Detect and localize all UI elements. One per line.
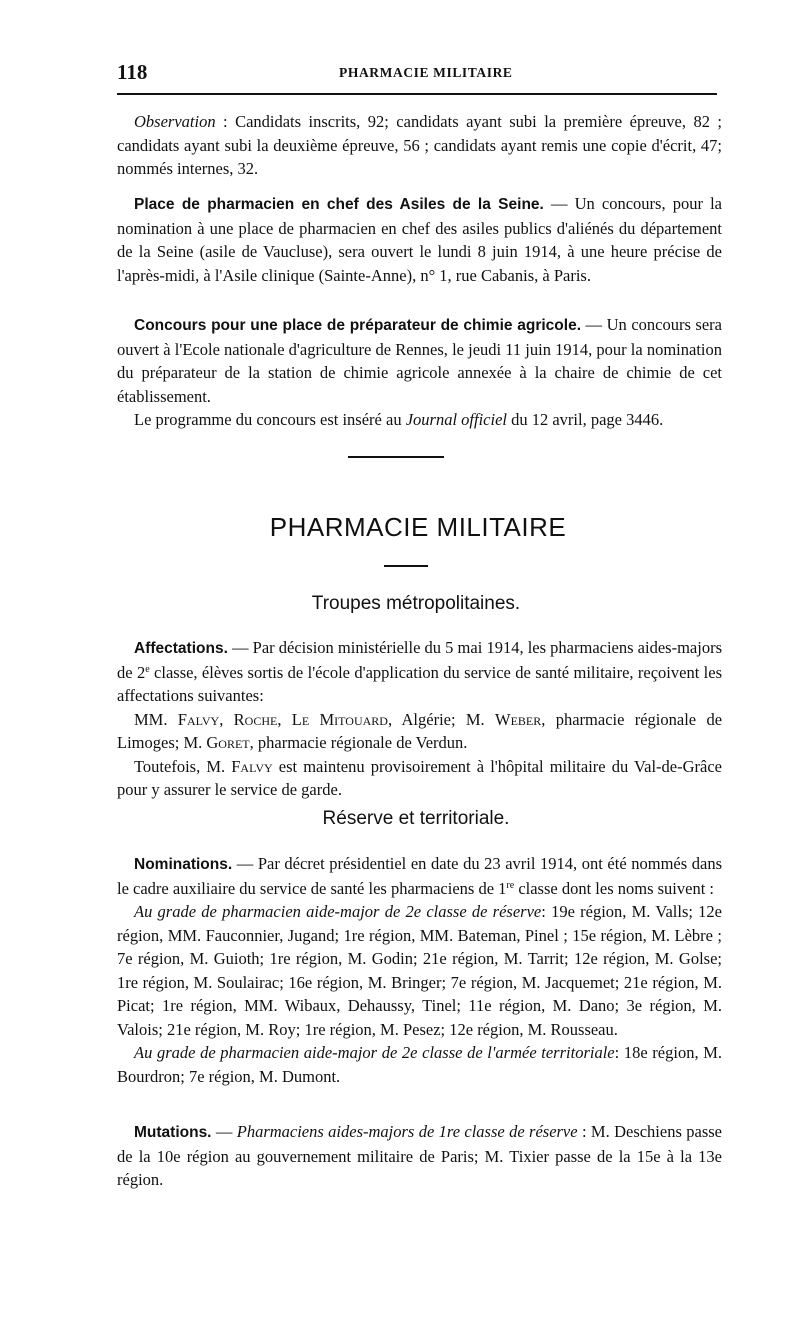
troupes-title: Troupes métropolitaines.: [311, 593, 521, 614]
title-rule: [384, 565, 428, 567]
main-section-title: PHARMACIE MILITAIRE: [269, 512, 567, 542]
section-divider: [348, 456, 444, 458]
toutefois-paragraph: Toutefois, M. Falvy est maintenu provisoirement à l'hôpital militaire du Val-de-Grâce pour y assurer le service de garde.: [117, 756, 722, 799]
asiles-paragraph: [117, 192, 722, 287]
affectations-heading: Affectations.: [134, 640, 228, 657]
header-rule: [117, 93, 717, 95]
reserve-title: Réserve et territoriale.: [322, 808, 510, 829]
journal-officiel: Journal officiel: [405, 410, 507, 429]
reserve-list: Au grade de pharmacien aide-major de 2e classe de réserve: 19e région, M. Valls; 12e région, MM. Fauconnier, Jugand; 1re région, MM. Bateman, Pinel ; 15e région, M. Lèbre ; 7e région, M. Guioth; 1re région, M. Godin; 21e région, M. Tarrit; 12e région, M. Golse; 1re région, M. Soulairac; 16e région, M. Bringer; 7e région, M. Jacquemet; 21e région, M. Picat; 1re région, MM. Wibaux, Dehaussy, Tinel; 11e région, M. Dano; 3e région, M. Valois; 21e région, M. Roy; 1re région, M. Pesez; 12e région, M. Rousseau.: [117, 902, 723, 1039]
chimie-heading: Concours pour une place de préparateur de chimie agricole.: [134, 317, 581, 334]
mutations-heading: Mutations.: [134, 1124, 212, 1141]
observation-paragraph: [117, 110, 722, 181]
nominations-heading: Nominations.: [134, 856, 233, 873]
affectations-paragraph: Affectations. — Par décision ministérielle du 5 mai 1914, les pharmaciens aides-majors de 2e classe, élèves sortis de l'école d'application du service de santé militaire, reçoivent les affectations suivantes: MM. Falvy, Roche, Le Mitouard, Algérie; M. Weber, pharmacie régionale de Limoges; M. Goret, pharmacie régionale de Verdun. Toutefois, M. Falvy est maintenu provisoirement à l'hôpital militaire du Val-de-Grâce pour y assurer le service de garde.: [117, 636, 722, 802]
observation-text: : Candidats inscrits, 92; candidats ayant subi la première épreuve, 82 ; candidats ayant subi la deuxième épreuve, 56 ; candidats ayant remis une copie d'écrit, 47; nommés internes, 32.: [117, 112, 722, 178]
affectations-names: MM. Falvy, Roche, Le Mitouard, Algérie; M. Weber, pharmacie régionale de Limoges; M. Goret, pharmacie régionale de Verdun.: [117, 709, 723, 752]
mutations-paragraph: Mutations. — Pharmaciens aides-majors de 1re classe de réserve : M. Deschiens passe de la 10e région au gouvernement militaire de Paris; M. Tixier passe de la 15e à la 13e région.: [117, 1122, 722, 1189]
chimie-paragraph: [117, 313, 722, 432]
page-number: 118: [117, 60, 148, 84]
running-head: [117, 60, 717, 86]
programme-line: Le programme du concours est inséré au Journal officiel du 12 avril, page 3446.: [134, 410, 664, 429]
running-title: PHARMACIE MILITAIRE: [339, 65, 513, 80]
territoriale-list: Au grade de pharmacien aide-major de 2e classe de l'armée territoriale: 18e région, M. Bourdron; 7e région, M. Dumont.: [117, 1043, 722, 1086]
observation-label: Observation: [134, 112, 216, 131]
nominations-paragraph: Nominations. — Par décret présidentiel en date du 23 avril 1914, ont été nommés dans le cadre auxiliaire du service de santé les pharmaciens de 1re classe dont les noms suivent : Au grade de pharmacien aide-major de 2e classe de réserve: 19e région, M. Valls; 12e région, MM. Fauconnier, Jugand; 1re région, MM. Bateman, Pinel ; 15e région, M. Lèbre ; 7e région, M. Guioth; 1re région, M. Godin; 21e région, M. Tarrit; 12e région, M. Golse; 1re région, M. Soulairac; 16e région, M. Bringer; 7e région, M. Jacquemet; 21e région, M. Picat; 1re région, MM. Wibaux, Dehaussy, Tinel; 11e région, M. Dano; 3e région, M. Valois; 21e région, M. Roy; 1re région, M. Pesez; 12e région, M. Rousseau. Au grade de pharmacien aide-major de 2e classe de l'armée territoriale: 18e région, M. Bourdron; 7e région, M. Dumont.: [117, 852, 722, 1088]
asiles-text: — Un concours, pour la nomination à une place de pharmacien en chef des asiles publics d'aliénés du département de la Seine (asile de Vaucluse), sera ouvert le lundi 8 juin 1914, à une heure précise de l'après-midi, à l'Asile clinique (Sainte-Anne), n° 1, rue Cabanis, à Paris.: [117, 194, 722, 285]
asiles-heading: Place de pharmacien en chef des Asiles de la Seine.: [134, 196, 544, 213]
chimie-text: — Un concours sera ouvert à l'Ecole nationale d'agriculture de Rennes, le jeudi 11 juin 1914, pour la nomination du préparateur de la station de chimie agricole annexée à la chaire de chimie de cet établissement.: [117, 315, 722, 406]
